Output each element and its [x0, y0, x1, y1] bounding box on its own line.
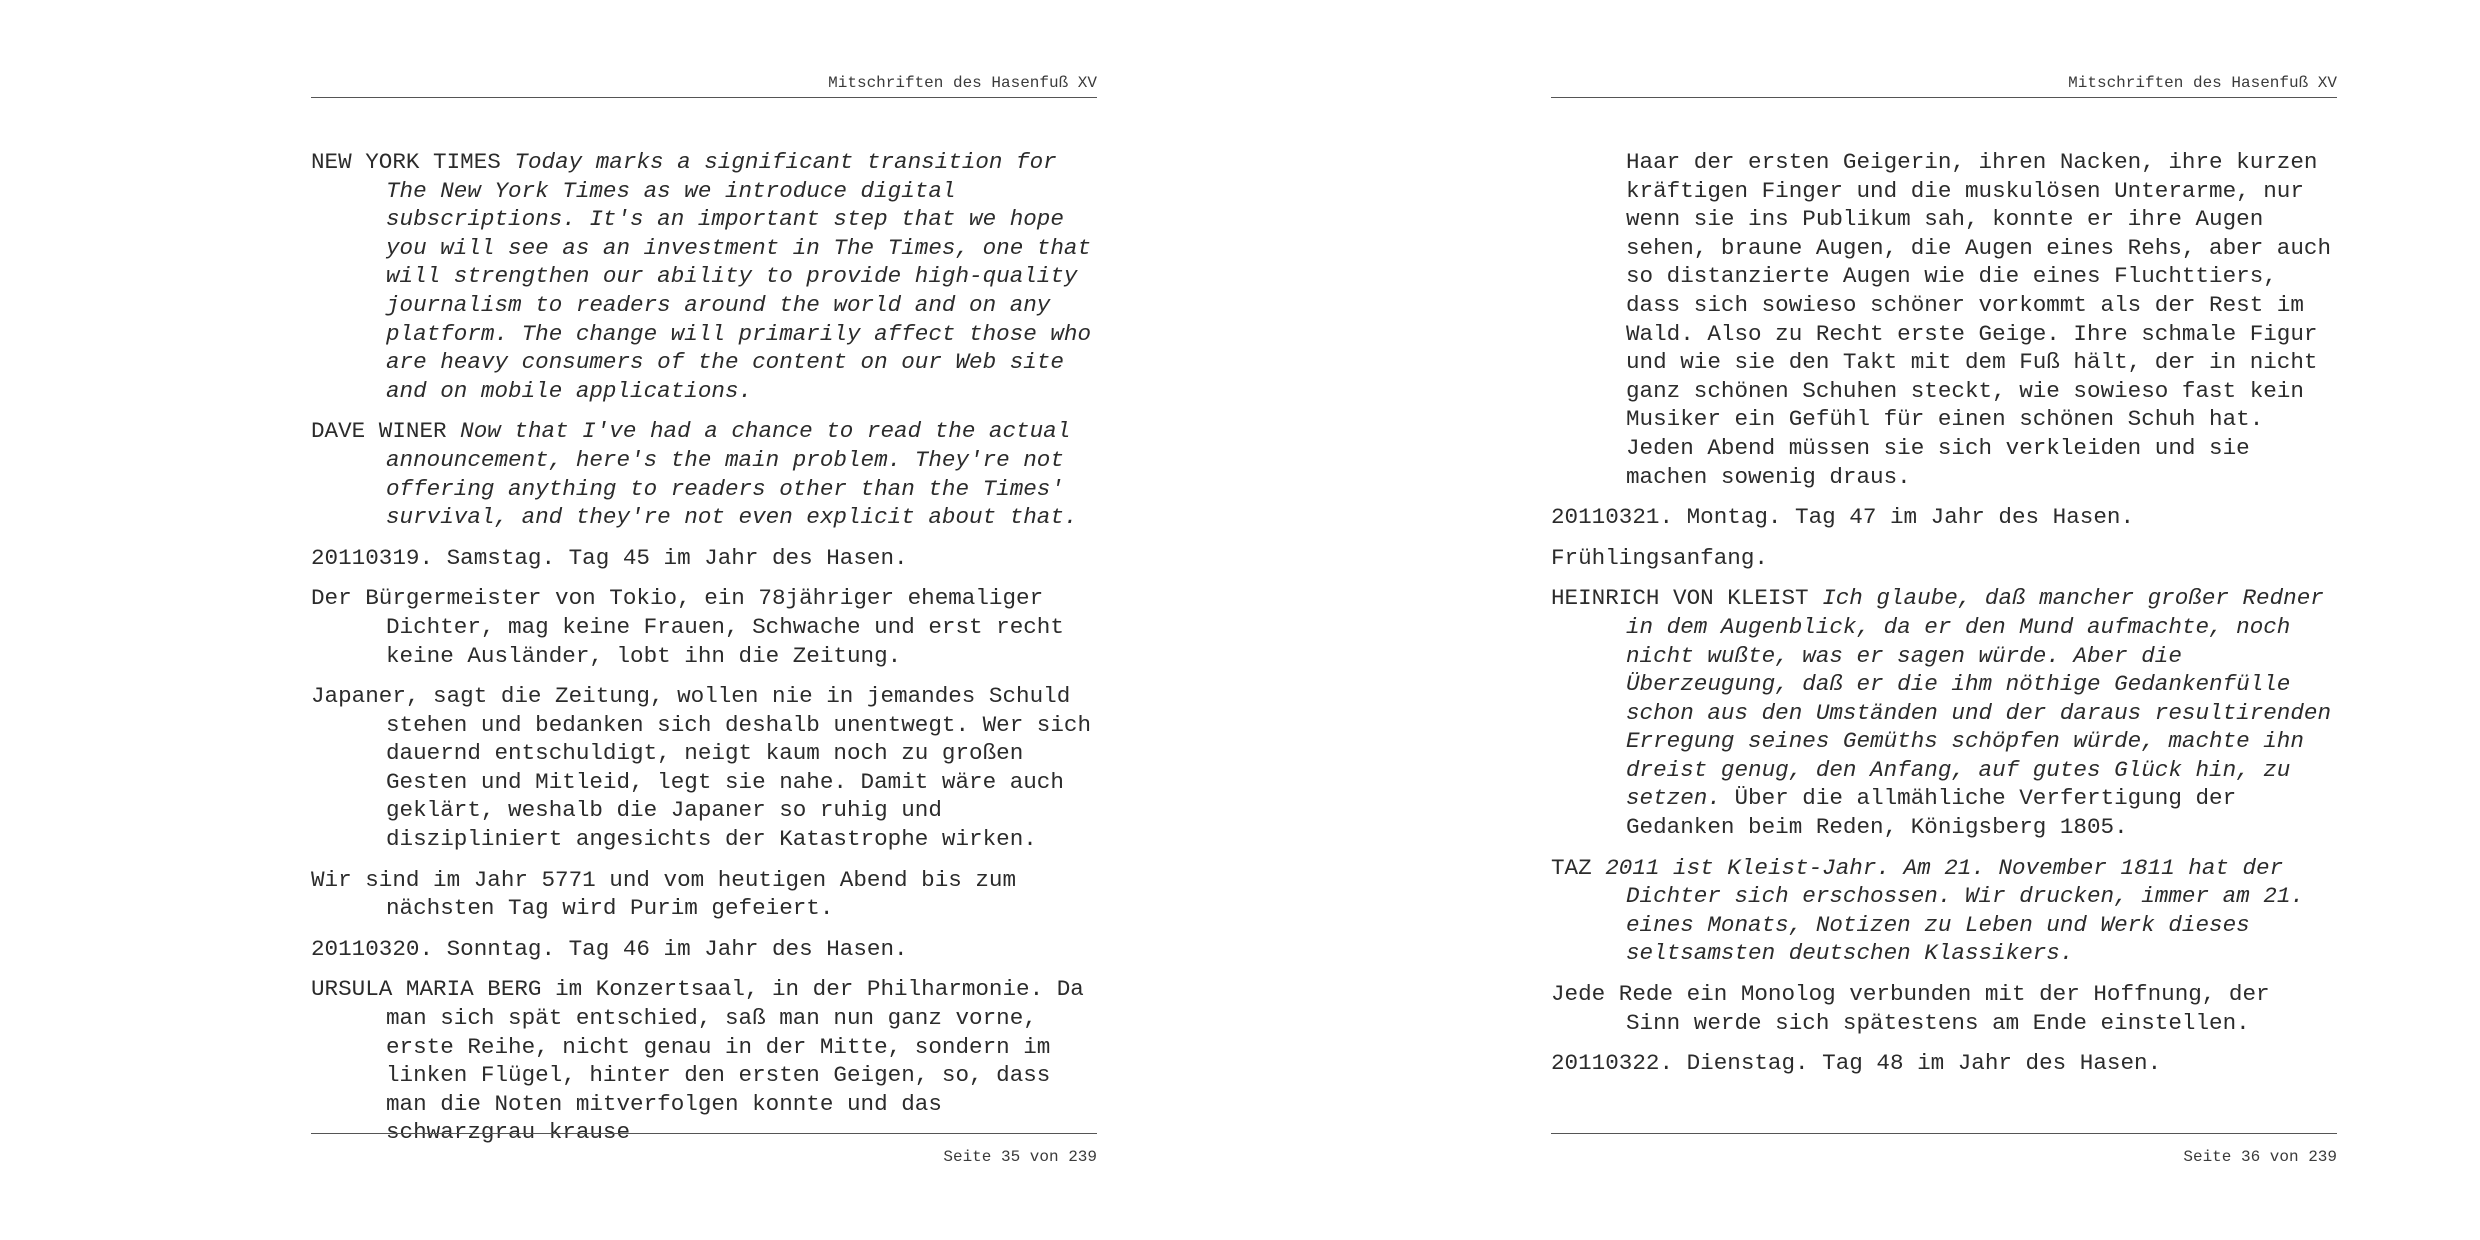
speaker: TAZ [1551, 854, 1592, 881]
paragraph: Der Bürgermeister von Tokio, ein 78jähriger ehemaliger Dichter, mag keine Frauen, Schwache und erst recht keine Ausländer, lobt ihn die Zeitung. [311, 585, 1064, 669]
quote: 2011 ist Kleist-Jahr. Am 21. November 1811 hat der Dichter sich erschossen. Wir drucken, [1605, 854, 2284, 910]
page-body [311, 148, 1097, 1159]
page-left [311, 0, 1097, 1240]
running-header: Mitschriften des Hasenfuß XV [2068, 74, 2337, 92]
date-entry: 20110320. Sonntag. Tag 46 im Jahr des Hasen. [311, 935, 908, 962]
header-divider [1551, 97, 2337, 98]
paragraph: Jede Rede ein Monolog verbunden mit der Hoffnung, der Sinn werde sich spätestens am Ende einstellen. [1551, 981, 2270, 1036]
paragraph [1551, 854, 2337, 968]
page-number: Seite 36 von 239 [2183, 1148, 2337, 1166]
paragraph [311, 417, 1097, 531]
paragraph: Japaner, sagt die Zeitung, wollen nie in jemandes Schuld stehen und bedanken sich deshalb unentwegt. Wer sich dauernd entschuldigt, neigt kaum noch zu großen Gesten und Mitleid, legt sie nahe. Damit wäre auch geklärt, weshalb die Japaner so ruhig und diszipliniert angesichts der Katastrophe wirken. [311, 683, 1092, 853]
source-citation: Über die allmähliche Verfertigung der Gedanken beim Reden, Königsberg 1805. [1626, 785, 2237, 841]
quote: Ich glaube, daß mancher großer Redner in dem Augenblick, da er den Mund aufmachte, noch nicht wußte, was er sagen würde. Aber die Überzeugung, daß er die ihm nöthige Gedankenfülle schon aus den Umständen und der daraus resultirenden Erregung seines Gemüths schöpfen würde, machte ihn dreist genug, den Anfang, auf gutes Glück hin, zu setzen. [1626, 585, 2332, 812]
header-divider [311, 97, 1097, 98]
paragraph: Wir sind im Jahr 5771 und vom heutigen Abend bis zum nächsten Tag wird Purim gefeiert. [311, 866, 1017, 922]
speaker: HEINRICH VON KLEIST [1551, 585, 1809, 612]
paragraph [1551, 584, 2337, 841]
speaker: NEW YORK TIMES [311, 149, 501, 175]
quote: am 21. eines Monats, Notizen zu Leben und Werk dieses seltsamsten deutschen Klassikers. [1626, 883, 2304, 967]
paragraph: Frühlingsanfang. [1551, 544, 1768, 571]
paragraph-continued: Haar der ersten Geigerin, ihren Nacken, ihre kurzen kräftigen Finger und die muskulösen Unterarme, nur wenn sie ins Publikum sah, konnte er ihre Augen sehen, braune Augen, die Augen eines Rehs, aber auch so distanzierte Augen wie die eines Fluchttiers, dass sich sowieso schöner vorkommt als der Rest im Wald. Also zu Recht erste Geige. Ihre schmale Figur und wie sie den Takt mit dem Fuß hält, der in nicht ganz schönen Schuhen steckt, wie sowieso fast kein Musiker ein Gefühl für einen schönen Schuh hat. Jeden Abend müssen sie sich verkleiden und sie machen sowenig draus. [1626, 149, 2332, 490]
quote-emphasis: immer [2141, 883, 2210, 910]
date-entry: 20110322. Dienstag. Tag 48 im Jahr des Hasen. [1551, 1050, 2162, 1077]
quote: Today marks a significant transition for The New York Times as we introduce digital subscriptions. It's an important step that we hope you will see as an investment in The Times, one that will strengthen our ability to provide high-quality journalism to readers around the world and on any platform. The change will primarily affect those who are heavy consumers of the content on our Web site and on mobile applications. [386, 149, 1092, 404]
paragraph [311, 148, 1097, 405]
footer-divider [1551, 1133, 2337, 1134]
running-header: Mitschriften des Hasenfuß XV [828, 74, 1097, 92]
quote: Now that I've had a chance to read the actual announcement, here's the main problem. They're not offering anything to readers other than the Times' survival, and they're not even explicit about that. [386, 418, 1078, 531]
footer-divider [311, 1133, 1097, 1134]
date-entry: 20110321. Montag. Tag 47 im Jahr des Hasen. [1551, 504, 2135, 531]
paragraph [311, 975, 1097, 1147]
speaker: URSULA MARIA BERG [311, 976, 542, 1003]
date-entry: 20110319. Samstag. Tag 45 im Jahr des Hasen. [311, 544, 908, 571]
paragraph-text: im Konzertsaal, in der Philharmonie. Da man sich spät entschied, saß man nun ganz vorne, erste Reihe, nicht genau in der Mitte, sondern im linken Flügel, hinter den ersten Geigen, so, dass man die Noten mitverfolgen konnte und das schwarzgrau krause [386, 976, 1084, 1146]
page-right [1551, 0, 2337, 1240]
page-body [1551, 148, 2337, 1090]
page-number: Seite 35 von 239 [943, 1148, 1097, 1166]
speaker: DAVE WINER [311, 418, 447, 445]
